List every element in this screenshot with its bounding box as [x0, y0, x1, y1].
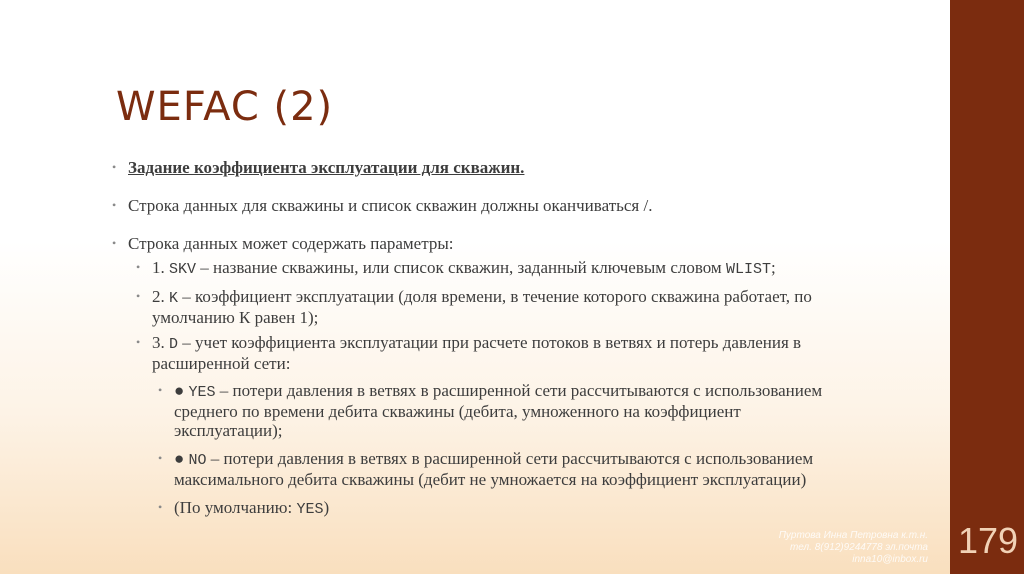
sidebar-accent-bar	[950, 0, 1024, 574]
footer-line: Пуртова Инна Петровна к.т.н.	[778, 530, 928, 541]
bullet-dot-icon: •	[136, 260, 141, 274]
bullet-2: • Строка данных для скважины и список скважин должны оканчиваться /.	[112, 196, 653, 215]
slide-title: WEFAC (2)	[116, 84, 334, 130]
bullet-dot-icon: •	[112, 236, 117, 250]
slide-number: 179	[958, 520, 1019, 561]
bullet-3: • Строка данных может содержать параметры:	[112, 234, 454, 253]
bullet-dot-icon: •	[136, 289, 141, 303]
footer-line: тел. 8(912)9244778 эл.почта	[789, 542, 928, 553]
bullet-dot-icon: •	[112, 198, 117, 212]
bullet-dot-icon: •	[158, 451, 163, 465]
sub-sub-bullet-no: • ● NO – потери давления в ветвях в расширенной сети рассчитываются с использованием максимального дебита скважины (дебит не умножается на коэффициент эксплуатации)	[158, 449, 814, 489]
sub-bullet-d: • 3. D – учет коэффициента эксплуатации при расчете потоков в ветвях и потерь давления в расширенной сети:	[136, 333, 802, 373]
bullet-dot-icon: •	[136, 335, 141, 349]
bullet-dot-icon: •	[158, 383, 163, 397]
sub-sub-bullet-yes: • ● YES – потери давления в ветвях в расширенной сети рассчитываются с использованием среднего по времени дебита скважины (дебита, умноженного на коэффициент эксплуатации);	[158, 381, 823, 440]
bullet-1: • Задание коэффициента эксплуатации для скважин.	[112, 158, 525, 177]
slide-content	[112, 158, 832, 519]
sub-sub-bullet-default: • (По умолчанию: YES)	[158, 498, 330, 518]
footer-line: inna10@inbox.ru	[852, 554, 928, 565]
bullet-dot-icon: •	[112, 160, 117, 174]
sub-bullet-k: • 2. K – коэффициент эксплуатации (доля времени, в течение которого скважина работает, по умолчанию К равен 1);	[136, 287, 812, 327]
author-footer	[700, 530, 928, 566]
bullet-dot-icon: •	[158, 500, 163, 514]
sub-bullet-skv: • 1. SKV – название скважины, или список скважин, заданный ключевым словом WLIST;	[136, 258, 776, 278]
